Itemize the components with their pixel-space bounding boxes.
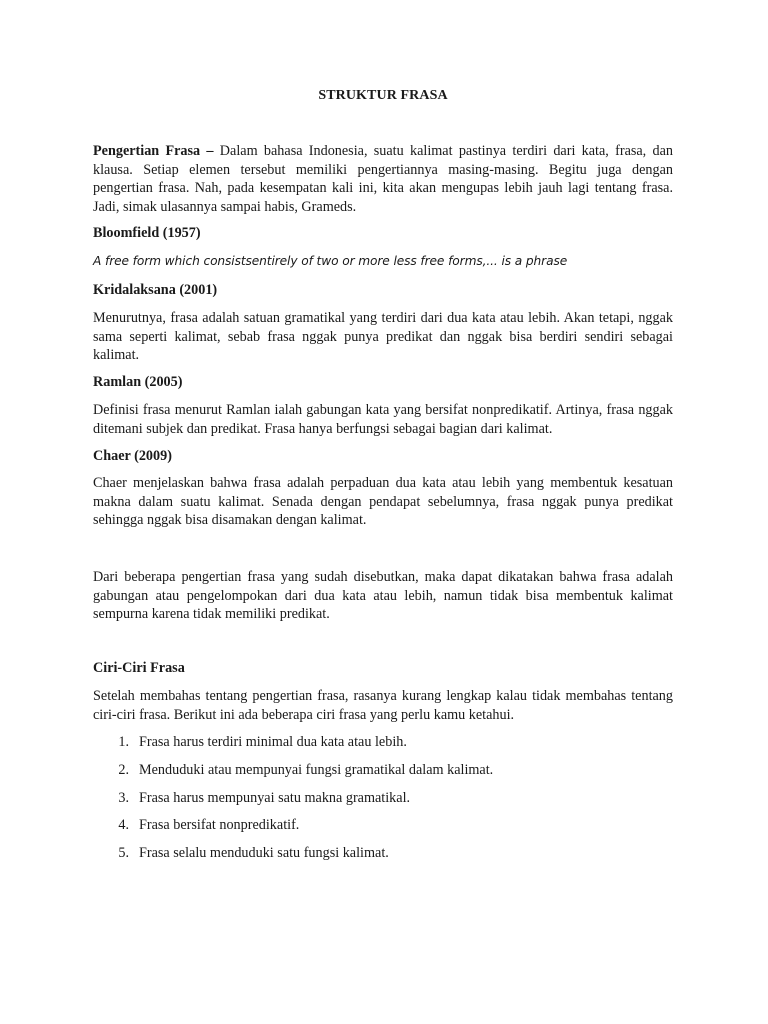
list-number: 1. bbox=[118, 734, 129, 750]
intro-paragraph bbox=[93, 142, 673, 216]
list-text: Frasa selalu menduduki satu fungsi kalimat. bbox=[139, 845, 389, 862]
intro-term: Pengertian Frasa – bbox=[93, 143, 214, 159]
list-number: 5. bbox=[118, 845, 129, 862]
document-title: STRUKTUR FRASA bbox=[318, 88, 448, 103]
list-text: Frasa harus mempunyai satu makna gramatikal. bbox=[139, 789, 411, 806]
list-text: Frasa bersifat nonpredikatif. bbox=[139, 817, 300, 834]
ciri-intro-paragraph: Setelah membahas tentang pengertian frasa, rasanya kurang lengkap kalau tidak membahas tentang ciri-ciri frasa. Berikut ini ada beberapa ciri frasa yang perlu kamu ketahui. bbox=[93, 688, 673, 723]
chaer-paragraph: Chaer menjelaskan bahwa frasa adalah perpaduan dua kata atau lebih yang membentuk kesatuan makna dalam suatu kalimat. Senada dengan pendapat sebelumnya, frasa nggak punya predikat sehingga nggak bisa disamakan dengan kalimat. bbox=[93, 475, 673, 529]
heading-kridalaksana: Kridalaksana (2001) bbox=[93, 282, 218, 298]
list-text: Menduduki atau mempunyai fungsi gramatikal dalam kalimat. bbox=[139, 761, 494, 778]
bloomfield-quote: A free form which consistsentirely of two or more less free forms,... is a phrase bbox=[93, 254, 568, 268]
heading-ciri-ciri: Ciri-Ciri Frasa bbox=[93, 660, 185, 676]
heading-ramlan: Ramlan (2005) bbox=[93, 374, 183, 390]
conclusion-paragraph: Dari beberapa pengertian frasa yang sudah disebutkan, maka dapat dikatakan bahwa frasa adalah gabungan atau pengelompokan dari dua kata atau lebih, namun tidak bisa membentuk kalimat sempurna karena tidak memiliki predikat. bbox=[93, 569, 673, 623]
heading-chaer: Chaer (2009) bbox=[93, 448, 172, 464]
list-number: 4. bbox=[118, 817, 129, 834]
ramlan-paragraph: Definisi frasa menurut Ramlan ialah gabungan kata yang bersifat nonpredikatif. Artinya, frasa nggak ditemani subjek dan predikat. Frasa hanya berfungsi sebagai bagian dari kalimat. bbox=[93, 402, 673, 437]
kridalaksana-paragraph: Menurutnya, frasa adalah satuan gramatikal yang terdiri dari dua kata atau lebih. Akan tetapi, nggak sama seperti kalimat, sebab frasa nggak punya predikat dan nggak bisa berdiri sendiri sebagai kalimat. bbox=[93, 310, 673, 364]
heading-bloomfield: Bloomfield (1957) bbox=[93, 225, 201, 241]
list-number: 3. bbox=[118, 789, 129, 806]
list-number: 2. bbox=[118, 761, 129, 778]
list-text: Frasa harus terdiri minimal dua kata atau lebih. bbox=[139, 734, 407, 750]
intro-text: Dalam bahasa Indonesia, suatu kalimat pastinya terdiri dari kata, frasa, dan klausa. Setiap elemen tersebut memiliki pengertiannya masing-masing. Begitu juga dengan pengertian frasa. Nah, pada kesempatan kali ini, kita akan mengupas lebih jauh lagi tentang frasa. Jadi, simak ulasannya sampai habis, Grameds. bbox=[93, 143, 673, 215]
